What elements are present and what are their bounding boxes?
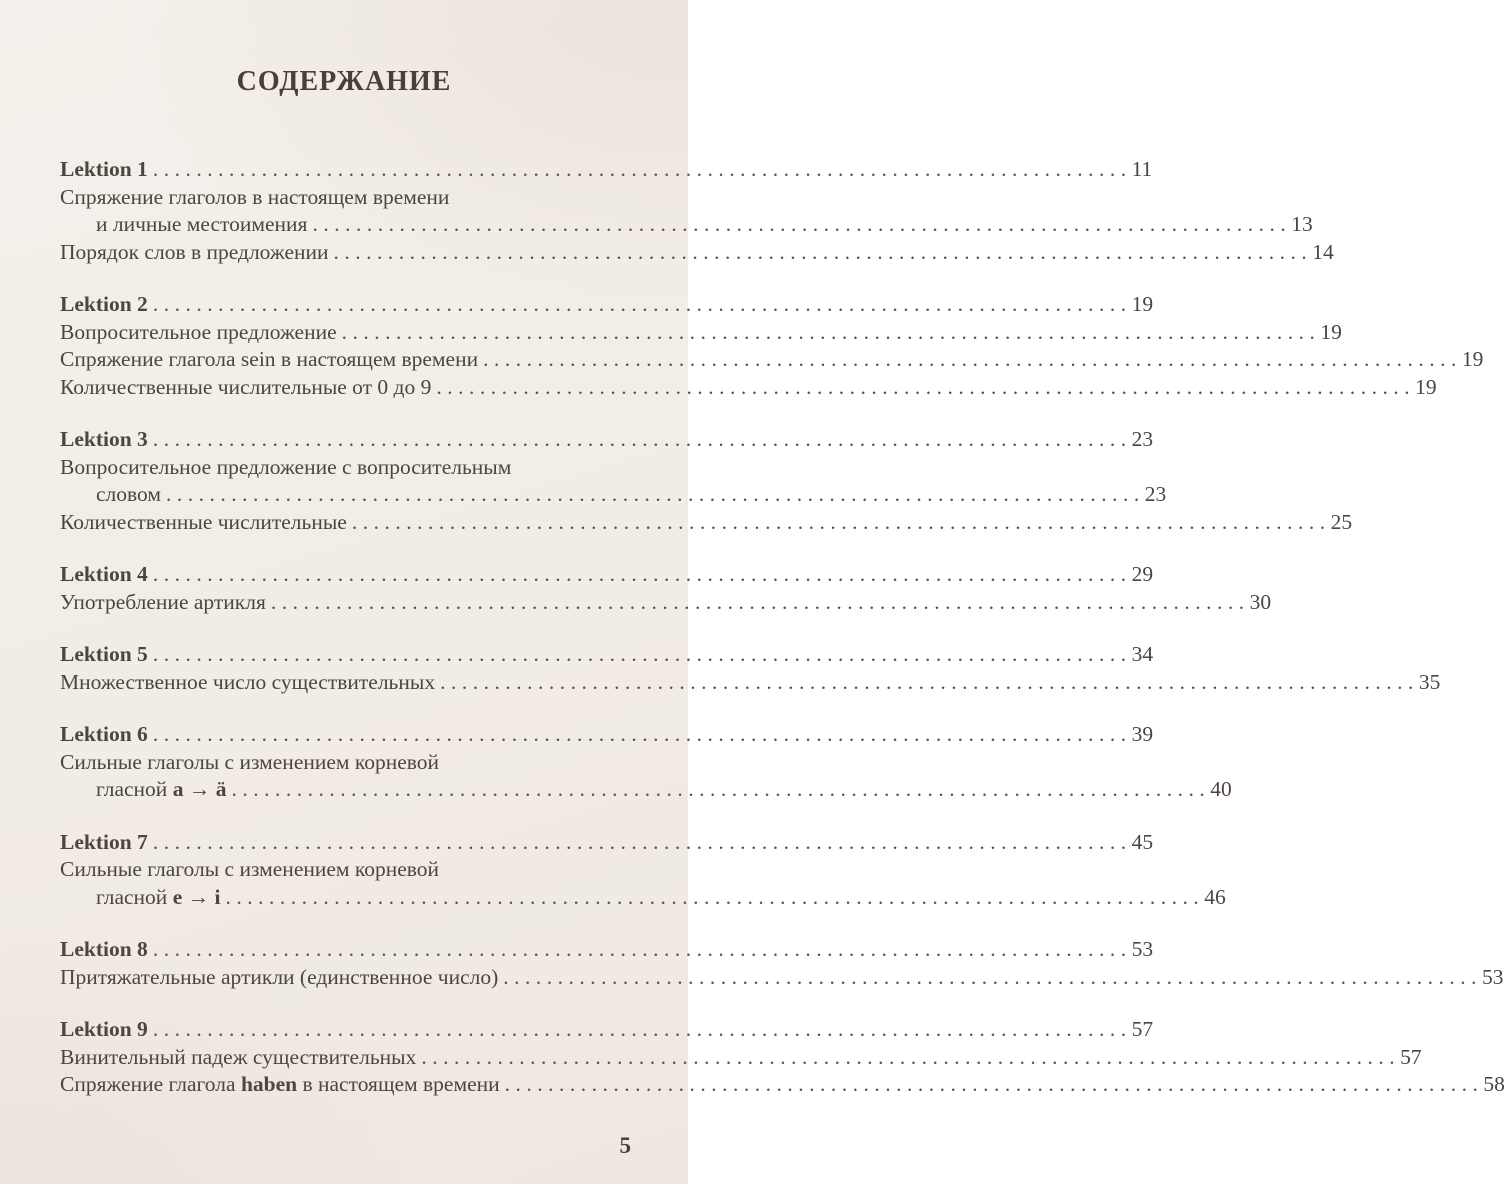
toc-entry (60, 454, 1167, 509)
toc-text: Спряжение глагола sein в настоящем времени (60, 347, 479, 371)
toc-page-number: 19 (1461, 347, 1484, 371)
toc-page-number: 19 (1131, 292, 1154, 316)
toc-entry (60, 156, 1153, 184)
dot-leader: .......................................................................................... (225, 884, 1205, 909)
toc-text: словом (96, 482, 161, 506)
toc-text: Lektion 4 (60, 562, 148, 586)
toc-text: и личные местоимения (96, 212, 308, 236)
toc-line (60, 1016, 1154, 1044)
toc-page-number: 29 (1131, 562, 1154, 586)
toc-line (60, 749, 632, 777)
toc-line (60, 374, 1437, 402)
toc-page-number: 23 (1131, 427, 1154, 451)
toc-entry (60, 669, 1441, 697)
toc-entry (60, 749, 1232, 804)
toc-page-number: 14 (1312, 239, 1334, 264)
toc-line (60, 184, 632, 212)
toc-text: Lektion 9 (60, 1017, 148, 1041)
toc-page-number: 35 (1418, 669, 1441, 694)
toc-text: Спряжение глаголов в настоящем времени (60, 184, 450, 209)
toc-entry (60, 509, 1353, 537)
dot-leader: .......................................................................................... (483, 347, 1462, 371)
dot-leader: .......................................................................................... (440, 669, 1419, 694)
dot-leader: .......................................................................................... (504, 1072, 1484, 1096)
toc-text: Вопросительное предложение с вопросительным (60, 454, 512, 479)
page-title: СОДЕРЖАНИЕ (236, 66, 452, 97)
toc-text: Винительный падеж существительных (60, 1044, 417, 1069)
toc-line (60, 641, 1154, 669)
toc-line (60, 454, 632, 482)
toc-text: Lektion 7 (60, 829, 148, 854)
toc-page-number: 13 (1291, 212, 1313, 236)
dot-leader: .......................................................................................... (152, 292, 1132, 316)
dot-leader: .......................................................................................... (152, 1017, 1132, 1041)
toc-line (60, 211, 1313, 239)
dot-leader: .......................................................................................... (231, 777, 1211, 801)
toc-line (60, 509, 1353, 537)
toc-line (60, 319, 1342, 347)
toc-line (60, 721, 1154, 749)
dot-leader: .......................................................................................... (152, 722, 1132, 746)
footer-page-number: 5 (619, 1133, 631, 1158)
toc-line (60, 239, 1334, 267)
dot-leader: .......................................................................................... (503, 964, 1483, 989)
toc-entry (60, 346, 1484, 374)
toc-page-number: 19 (1320, 319, 1342, 344)
toc-entry (60, 589, 1272, 617)
toc-line (60, 1071, 1505, 1099)
toc-entry (60, 641, 1154, 669)
toc-entry (60, 239, 1334, 267)
toc-line (60, 589, 1272, 617)
toc-entry (60, 374, 1437, 402)
toc-text: Порядок слов в предложении (60, 239, 329, 264)
toc-line (60, 346, 1484, 374)
toc-entry (60, 561, 1154, 589)
toc-text: Lektion 3 (60, 427, 148, 451)
toc-entry (60, 426, 1154, 454)
toc-line (60, 936, 1154, 964)
toc-text: Вопросительное предложение (60, 319, 337, 344)
toc-entry (60, 184, 1313, 239)
toc-text: Lektion 5 (60, 642, 148, 666)
toc-page-number: 25 (1330, 509, 1353, 534)
dot-leader: .......................................................................................... (333, 239, 1313, 264)
toc-text: Спряжение глагола haben в настоящем времени (60, 1072, 500, 1096)
toc-line (60, 884, 1226, 912)
toc-line (60, 156, 1153, 184)
toc-text: Употребление артикля (60, 589, 266, 614)
toc-entry (60, 829, 1154, 857)
toc-text: Lektion 6 (60, 722, 148, 746)
toc-line (60, 1044, 1422, 1072)
toc-page-number: 23 (1144, 482, 1167, 506)
dot-leader: .......................................................................................... (421, 1044, 1401, 1069)
toc-entry (60, 721, 1154, 749)
toc-text: гласной e → i (96, 884, 221, 909)
toc-page-number: 57 (1131, 1017, 1154, 1041)
toc-page-number: 34 (1131, 642, 1154, 666)
dot-leader: .......................................................................................... (152, 937, 1132, 961)
toc-page-number: 46 (1204, 884, 1226, 909)
toc-text: Lektion 2 (60, 292, 148, 316)
toc-text: Множественное число существительных (60, 669, 436, 694)
dot-leader: .......................................................................................... (341, 319, 1321, 344)
dot-leader: .......................................................................................... (152, 157, 1132, 181)
toc-page-number: 19 (1415, 374, 1437, 399)
toc-entry (60, 319, 1342, 347)
dot-leader: .......................................................................................... (270, 589, 1250, 614)
dot-leader: .......................................................................................... (436, 374, 1416, 399)
toc-entry (60, 964, 1504, 992)
toc-line (60, 776, 1232, 804)
dot-leader: .......................................................................................... (152, 427, 1132, 451)
toc-entry (60, 291, 1154, 319)
toc-entry (60, 1044, 1422, 1072)
toc-page-number: 30 (1249, 589, 1272, 614)
toc-page-number: 39 (1131, 722, 1154, 746)
dot-leader: .......................................................................................... (165, 482, 1145, 506)
toc-page-number: 40 (1210, 777, 1232, 801)
toc-line (60, 829, 1154, 857)
toc-text: Притяжательные артикли (единственное число) (60, 964, 499, 989)
toc-entry (60, 856, 1226, 911)
toc-text: Lektion 1 (60, 157, 148, 181)
toc-list (60, 156, 1505, 1099)
toc-page-number: 57 (1400, 1044, 1422, 1069)
dot-leader: .......................................................................................... (351, 509, 1331, 534)
toc-entry (60, 1016, 1154, 1044)
toc-text: Сильные глаголы с изменением корневой (60, 749, 440, 774)
toc-page-number: 11 (1131, 157, 1153, 181)
toc-line (60, 481, 1167, 509)
dot-leader: .......................................................................................... (152, 829, 1132, 854)
toc-line (60, 426, 1154, 454)
toc-page-number: 58 (1483, 1072, 1505, 1096)
toc-text: Количественные числительные (60, 509, 347, 534)
dot-leader: .......................................................................................... (152, 562, 1132, 586)
toc-text: Сильные глаголы с изменением корневой (60, 857, 440, 881)
toc-text: Lektion 8 (60, 937, 148, 961)
toc-page-number: 53 (1131, 937, 1154, 961)
toc-page-number: 53 (1482, 964, 1504, 989)
toc-text: гласной a → ä (96, 777, 227, 801)
dot-leader: .......................................................................................... (152, 642, 1132, 666)
toc-page-number: 45 (1131, 829, 1154, 854)
toc-line (60, 561, 1154, 589)
dot-leader: .......................................................................................... (312, 212, 1292, 236)
toc-entry (60, 1071, 1505, 1099)
toc-line (60, 856, 632, 884)
toc-text: Количественные числительные от 0 до 9 (60, 374, 432, 399)
toc-entry (60, 936, 1154, 964)
toc-line (60, 669, 1441, 697)
toc-line (60, 964, 1504, 992)
toc-line (60, 291, 1154, 319)
